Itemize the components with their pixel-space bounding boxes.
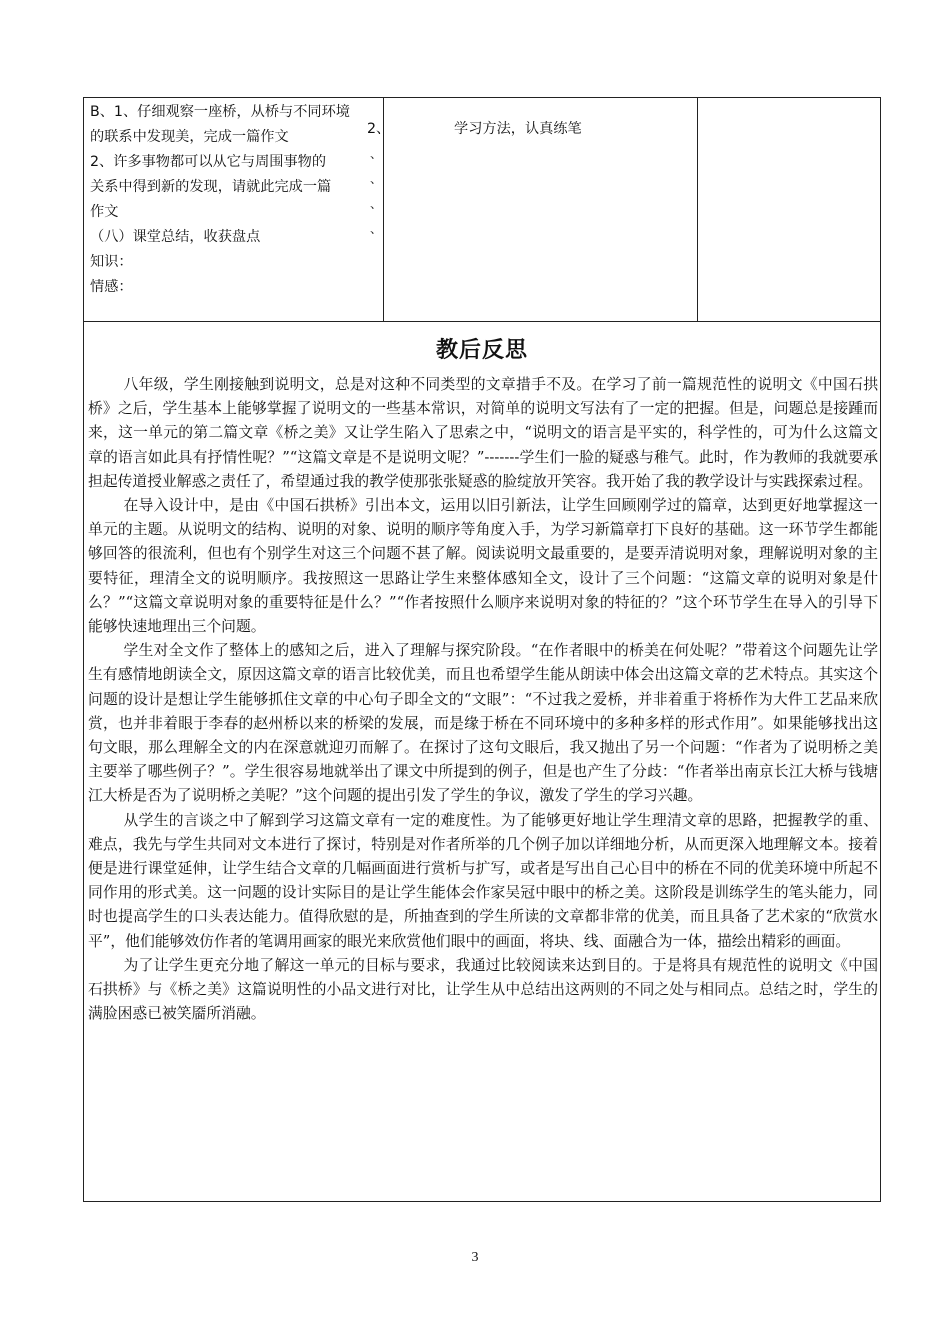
content-line: 情感：	[90, 279, 133, 295]
column-divider	[697, 98, 698, 321]
content-line: 关系中得到新的发现，请就此完成一篇	[90, 179, 332, 195]
comma-mark: 、	[370, 222, 383, 236]
reflection-body	[88, 373, 878, 1026]
student-activity-cell: 学习方法，认真练笔	[454, 121, 582, 137]
paragraph: 从学生的言谈之中了解到学习这篇文章有一定的难度性。为了能够更好地让学生理清文章的思路，把握教学的重、难点，我先与学生共同对文本进行了探讨，特别是对作者所举的几个例子加以详细地分析，从而更深入地理解文本。接着便是进行课堂延伸，让学生结合文章的几幅画面进行赏析与扩写，或者是写出自己心目中的桥在不同的优美环境中所起不同作用的形式美。这一问题的设计实际目的是让学生能体会作家吴冠中眼中的桥之美。这阶段是训练学生的笔头能力，同时也提高学生的口头表达能力。值得欣慰的是，所抽查到的学生所读的文章都非常的优美，而且具备了艺术家的“欣赏水平”，他们能够效仿作者的笔调用画家的眼光来欣赏他们眼中的画面，将块、线、面融合为一体，描绘出精彩的画面。	[88, 811, 878, 950]
comma-mark: 、	[370, 147, 383, 161]
row-divider	[84, 321, 880, 322]
content-line: 作文	[90, 204, 119, 220]
page-number: 3	[471, 1250, 479, 1265]
content-line: （八）课堂总结，收获盘点	[90, 229, 261, 245]
content-line: B、1、仔细观察一座桥，从桥与不同环境	[90, 104, 350, 120]
section-title: 教后反思	[435, 338, 528, 363]
paragraph: 在导入设计中，是由《中国石拱桥》引出本文，运用以旧引新法，让学生回顾刚学过的篇章，达到更好地掌握这一单元的主题。从说明文的结构、说明的对象、说明的顺序等角度入手，为学习新篇章打下良好的基础。这一环节学生都能够回答的很流利，但也有个别学生对这三个问题不甚了解。阅读说明文最重要的，是要弄清说明对象，理解说明对象的主要特征，理清全文的说明顺序。我按照这一思路让学生来整体感知全文，设计了三个问题：“这篇文章的说明对象是什么？”“这篇文章说明对象的重要特征是什么？”“作者按照什么顺序来说明对象的特征的？”这个环节学生在导入的引导下能够快速地理出三个问题。	[88, 497, 878, 636]
content-line: 2、许多事物都可以从它与周围事物的	[90, 154, 327, 170]
item-number: 2、	[367, 121, 391, 137]
paragraph: 学生对全文作了整体上的感知之后，进入了理解与探究阶段。“在作者眼中的桥美在何处呢？”带着这个问题先让学生有感情地朗读全文，原因这篇文章的语言比较优美，而且也希望学生能从朗读中体会出这篇文章的艺术特点。其实这个问题的设计是想让学生能够抓住文章的中心句子即全文的“文眼”：“不过我之爱桥，并非着重于将桥作为大件工艺品来欣赏，也并非着眼于李春的赵州桥以来的桥梁的发展，而是缘于桥在不同环境中的多种多样的形式作用”。如果能够找出这句文眼，那么理解全文的内在深意就迎刃而解了。在探讨了这句文眼后，我又抛出了另一个问题：“作者为了说明桥之美主要举了哪些例子？”。学生很容易地就举出了课文中所提到的例子，但是也产生了分歧：“作者举出南京长江大桥与钱塘江大桥是否为了说明桥之美呢？”这个问题的提出引发了学生的争议，激发了学生的学习兴趣。	[88, 642, 878, 805]
content-line: 知识：	[90, 254, 133, 270]
comma-mark: 、	[370, 197, 383, 211]
lesson-plan-table	[83, 97, 881, 1202]
comma-mark: 、	[370, 172, 383, 186]
paragraph: 为了让学生更充分地了解这一单元的目标与要求，我通过比较阅读来达到目的。于是将具有规范性的说明文《中国石拱桥》与《桥之美》这篇说明性的小品文进行对比，让学生从中总结出这两则的不同之处与相同点。总结之时，学生的满脸困惑已被笑靥所消融。	[88, 956, 878, 1023]
paragraph: 八年级，学生刚接触到说明文，总是对这种不同类型的文章措手不及。在学习了前一篇规范性的说明文《中国石拱桥》之后，学生基本上能够掌握了说明文的一些基本常识，对简单的说明文写法有了一定的把握。但是，问题总是接踵而来，这一单元的第二篇文章《桥之美》又让学生陷入了思索之中，“说明文的语言是平实的，科学性的，可为什么这篇文章的语言如此具有抒情性呢？”“这篇文章是不是说明文呢？”-------学生们一脸的疑惑与稚气。此时，作为教师的我就要承担起传道授业解惑之责任了，希望通过我的教学使那张张疑惑的脸绽放开笑容。我开始了我的教学设计与实践探索过程。	[88, 376, 878, 490]
content-line: 的联系中发现美，完成一篇作文	[90, 129, 289, 145]
teaching-content-cell	[90, 100, 383, 300]
